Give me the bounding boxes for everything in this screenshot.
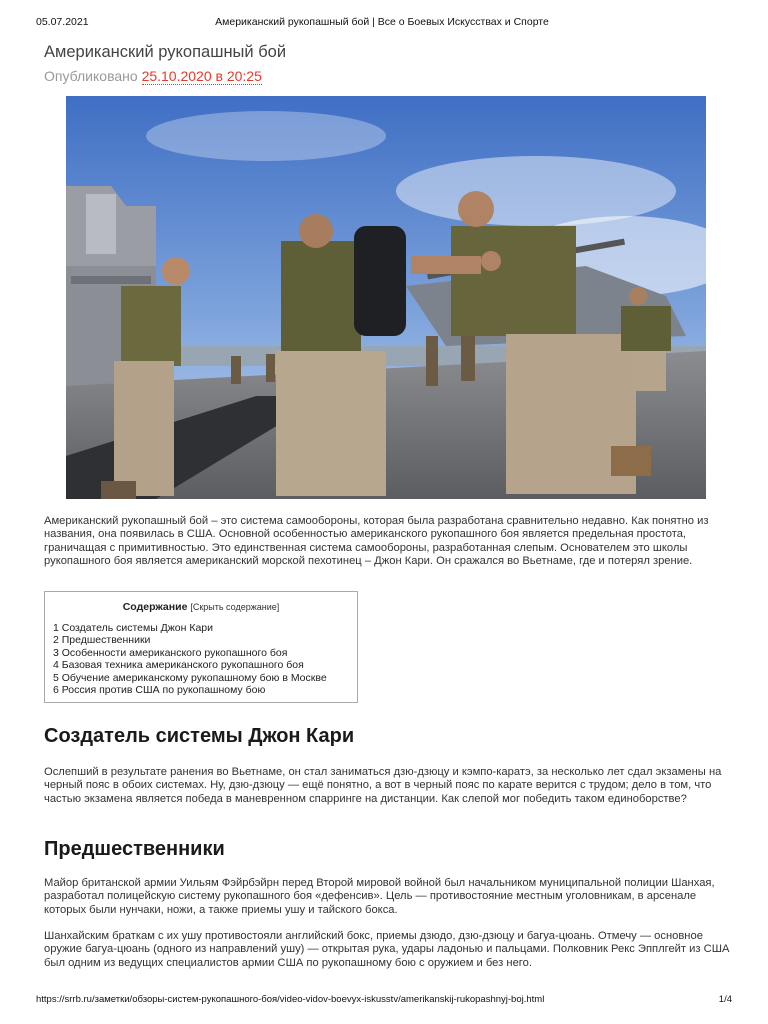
toc-item[interactable]: 4 Базовая техника американского рукопашного боя [53,659,304,672]
article-title: Американский рукопашный бой [44,43,287,61]
toc-item[interactable]: 3 Особенности американского рукопашного боя [53,646,288,659]
toc-title: Содержание [122,601,188,613]
published-label: Опубликовано [44,68,138,84]
print-page-title: Американский рукопашный бой | Все о Боевых Искусствах и Спорте [215,16,549,28]
article-photo [66,96,706,499]
toc-item[interactable]: 5 Обучение американскому рукопашному бою в Москве [53,671,327,684]
section-heading: Создатель системы Джон Кари [44,725,355,747]
section-heading: Предшественники [44,838,225,860]
toc-toggle-link[interactable]: [Скрыть содержание] [190,602,280,612]
toc-item[interactable]: 2 Предшественники [53,634,151,647]
toc-item[interactable]: 1 Создатель системы Джон Кари [53,622,214,634]
print-url: https://srrb.ru/заметки/обзоры-систем-рукопашного-боя/video-vidov-boevyx-iskusstv/amerikanskij-rukopashnyj-boj.html [36,994,545,1005]
toc-header [45,601,357,613]
print-header [36,16,728,30]
published-date-link[interactable]: 25.10.2020 в 20:25 [141,68,262,84]
print-date: 05.07.2021 [36,16,89,28]
intro-paragraph: Американский рукопашный бой – это система самообороны, которая была разработана сравнительно недавно. Как понятно из названия, она появилась в США. Основной особенностью американского рукопашного боя является предельная простота, граничащая с примитивностью. Это единственная система самообороны, разработанная слепым. Основателем это школы рукопашного боя является американский морской пехотинец – Джон Кари. Он сражался во Вьетнаме, где и потерял зрение. [44,515,709,568]
print-footer [36,994,732,1008]
published-line [44,68,262,84]
section-paragraph: Ослепший в результате ранения во Вьетнаме, он стал заниматься дзю-дзюцу и кэмпо-каратэ, за несколько лет сдал экзамены на черный пояс в обоих системах. Ну, дзю-дзюцу — ещё понятно, а вот в черный пояс по карате верится с трудом; дело в том, что частью экзамена является победа в маневренном спарринге на дистанции. Как слепой мог победить таком единоборстве? [44,766,722,805]
section-paragraph: Майор британской армии Уильям Фэйрбэйрн перед Второй мировой войной был начальником муниципальной полиции Шанхая, разработал полицейскую систему рукопашного боя «дефенсив». Цель — противостояние местным уголовникам, в арсенале которых были нунчаки, ножи, а также приемы ушу и тайского бокса. [44,877,715,916]
page-number: 1/4 [718,994,732,1005]
toc-item[interactable]: 6 Россия против США по рукопашному бою [53,684,266,697]
toc-list [53,622,357,696]
section-paragraph: Шанхайским браткам с их ушу противостояли английский бокс, приемы дзюдо, дзю-дзюцу и багуа-цюань. Отмечу — основное оружие багуа-цюань (одного из направлений ушу) — открытая рука, удары ладонью и пальцами. Полковник Рекс Эпплгейт из США был одним из ведущих специалистов армии США по рукопашному бою с оружием и без него. [44,930,730,969]
table-of-contents [44,591,358,703]
